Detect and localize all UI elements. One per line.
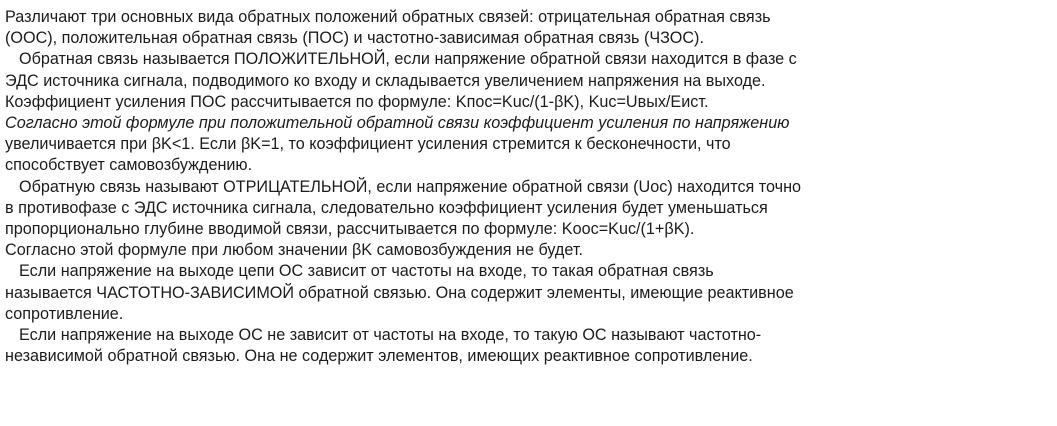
text-line: называется ЧАСТОТНО-ЗАВИСИМОЙ обратной связью. Она содержит элементы, имеющие реактивное — [5, 283, 794, 302]
text-line: сопротивление. — [5, 304, 124, 323]
text-line: пропорционально глубине вводимой связи, рассчитывается по формуле: Kоос=Kuc/(1+βK). — [5, 220, 695, 239]
text-line: Обратную связь называют ОТРИЦАТЕЛЬНОЙ, если напряжение обратной связи (Uос) находится точно — [19, 177, 802, 196]
text-line: Согласно этой формуле при положительной обратной связи коэффициент усиления по напряжению — [5, 114, 790, 133]
text-line: независимой обратной связью. Она не содержит элементов, имеющих реактивное сопротивление. — [5, 347, 753, 366]
text-line: Если напряжение на выходе цепи ОС зависит от частоты на входе, то такая обратная связь — [19, 262, 714, 281]
text-line: Если напряжение на выходе ОС не зависит от частоты на входе, то такую ОС называют частотно- — [19, 326, 762, 345]
text-line: способствует самовозбуждению. — [5, 156, 253, 175]
text-line: Обратная связь называется ПОЛОЖИТЕЛЬНОЙ, если напряжение обратной связи находится в фазе с — [19, 50, 797, 69]
text-line: ЭДС источника сигнала, подводимого ко входу и складывается увеличением напряжения на выходе. — [5, 71, 766, 90]
text-line: увеличивается при βK<1. Если βK=1, то коэффициент усиления стремится к бесконечности, что — [5, 135, 731, 154]
text-line: в противофазе с ЭДС источника сигнала, следовательно коэффициент усиления будет уменьшаться — [5, 198, 768, 217]
text-line: Различают три основных вида обратных положений обратных связей: отрицательная обратная связь — [5, 8, 771, 26]
document-body — [5, 7, 1053, 367]
text-line: Согласно этой формуле при любом значении βK самовозбуждения не будет. — [5, 241, 583, 260]
text-line: (ООС), положительная обратная связь (ПОС) и частотно-зависимая обратная связь (ЧЗОС). — [5, 29, 704, 48]
text-line: Коэффициент усиления ПОС рассчитывается по формуле: Kпос=Kuc/(1-βK), Kuc=Uвых/Eист. — [5, 92, 709, 111]
